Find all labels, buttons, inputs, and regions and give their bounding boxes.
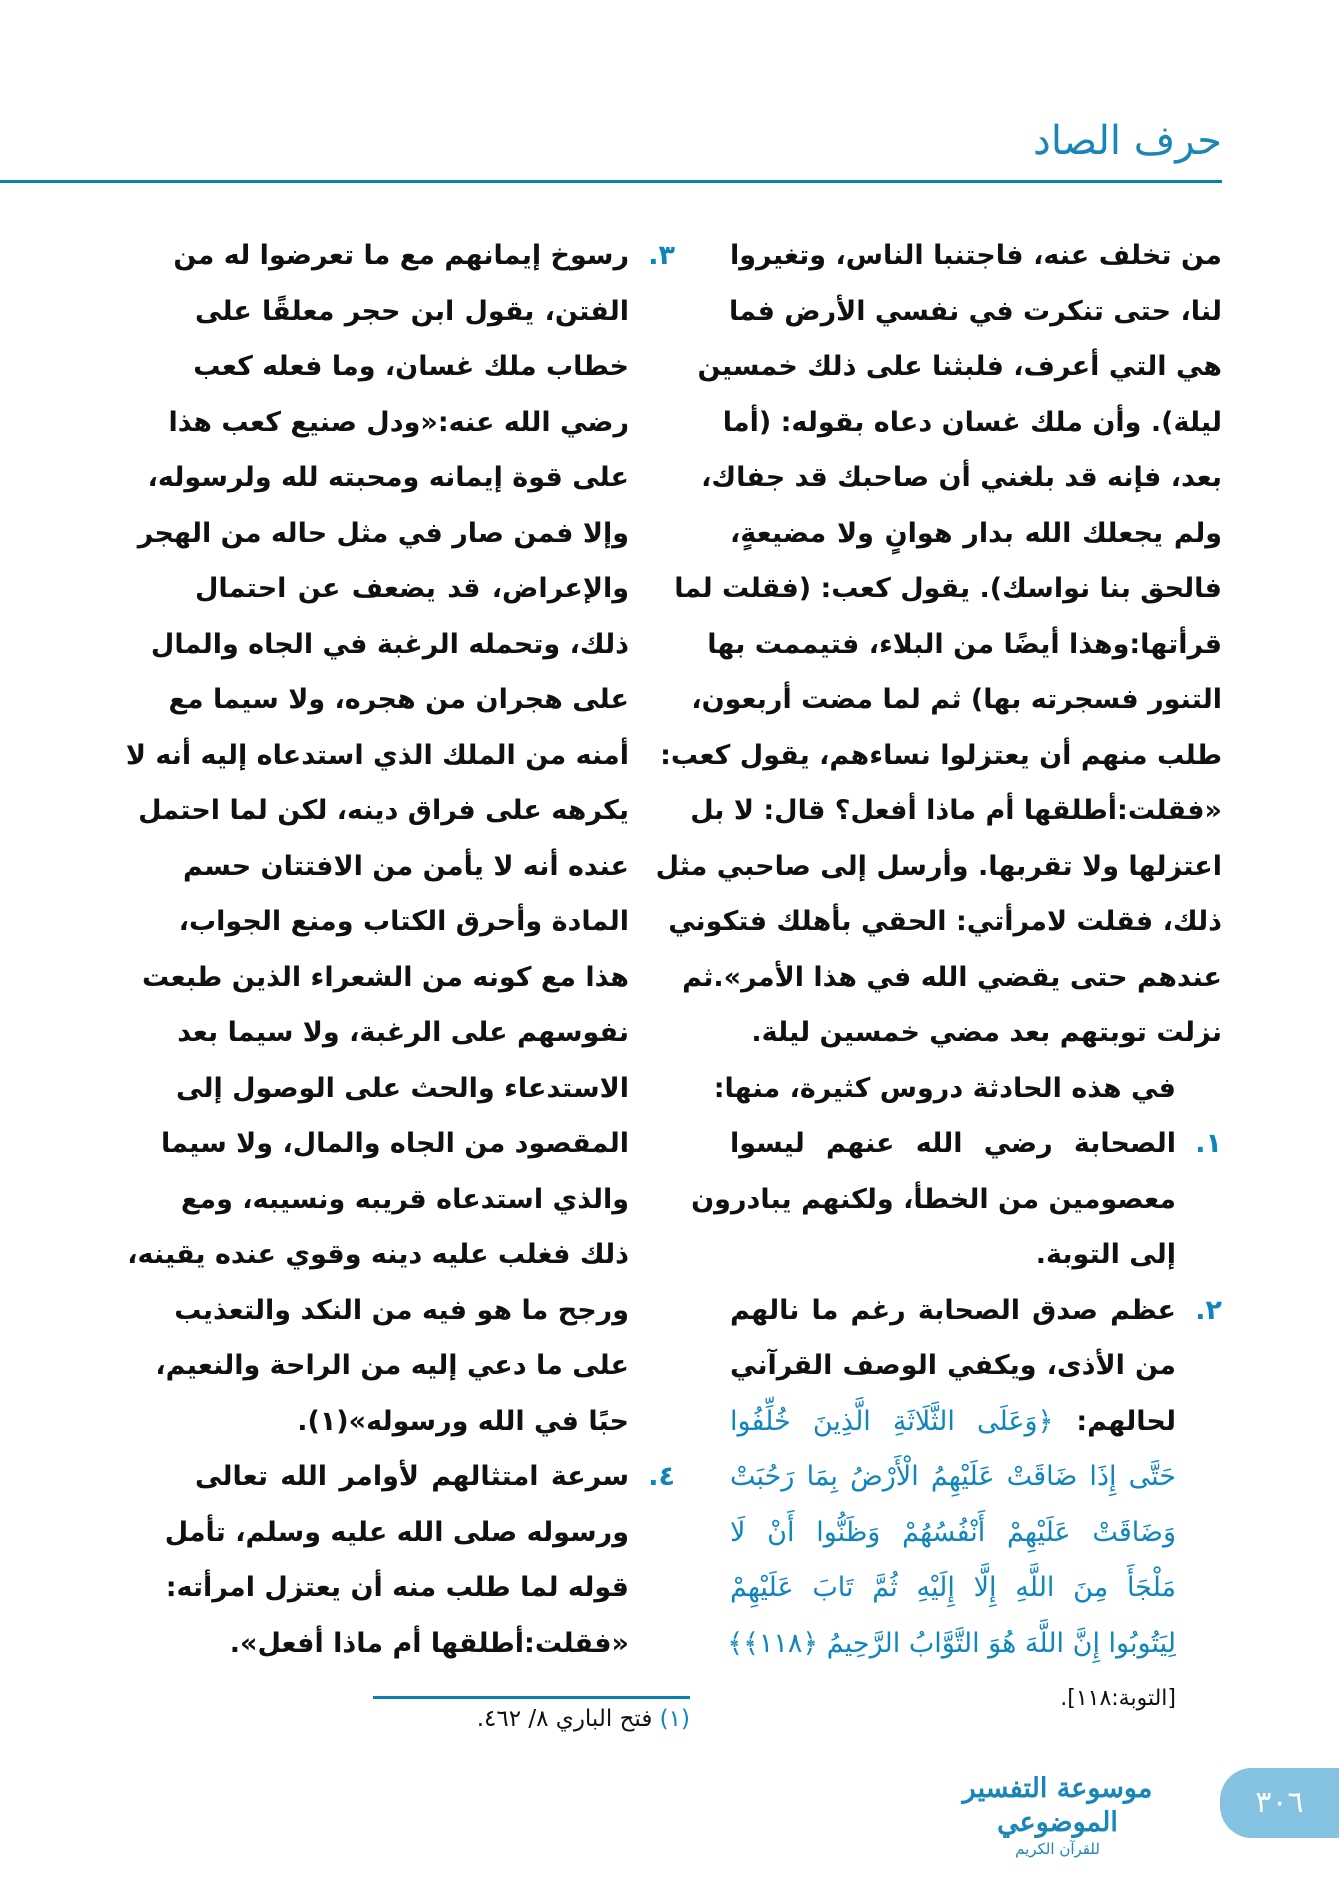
text-line <box>147 450 629 505</box>
line-text: رضي الله عنه:«ودل صنيع كعب هذا <box>168 406 629 438</box>
text-line <box>195 339 629 394</box>
line-text: ذلك، وتحمله الرغبة في الجاه والمال <box>150 628 629 660</box>
text-line <box>730 1283 1222 1338</box>
text-line <box>730 1671 1176 1726</box>
line-text: ورسوله صلى الله عليه وسلم، تأمل <box>164 1516 629 1548</box>
footnote-number: (١) <box>659 1706 690 1732</box>
line-text: في هذه الحادثة دروس كثيرة، منها: <box>713 1072 1176 1104</box>
text-line <box>142 950 629 1005</box>
line-text: رسوخ إيمانهم مع ما تعرضوا له من <box>173 240 629 271</box>
line-text: قرأتها:وهذا أيضًا من البلاء، فتيممت بها <box>707 628 1222 660</box>
line-text: أمنه من الملك الذي استدعاه إليه أنه لا <box>125 739 629 771</box>
text-line <box>183 839 629 894</box>
text-line <box>195 1449 675 1504</box>
line-text: والذي استدعاه قريبه ونسيبه، ومع <box>180 1183 629 1215</box>
text-line <box>701 450 1222 505</box>
line-text: معصومين من الخطأ، ولكنهم يبادرون <box>691 1183 1176 1215</box>
text-line <box>691 672 1222 727</box>
line-text: من الأذى، ويكفي الوصف القرآني <box>730 1350 1176 1381</box>
line-text: سرعة امتثالهم لأوامر الله تعالى <box>195 1461 629 1492</box>
text-line <box>690 783 1222 838</box>
text-line <box>180 1172 629 1227</box>
line-text: عظم صدق الصحابة رغم ما نالهم <box>730 1294 1176 1326</box>
line-text: الاستدعاء والحث على الوصول إلى <box>176 1072 629 1104</box>
text-line <box>722 395 1222 450</box>
line-text: ليلة). وأن ملك غسان دعاه بقوله: (أما <box>722 406 1222 438</box>
text-line <box>730 506 1222 561</box>
line-text: هذا مع كونه من الشعراء الذين طبعت <box>142 961 629 993</box>
text-line <box>730 284 1222 339</box>
line-text: ورجح ما هو فيه من النكد والتعذيب <box>174 1294 629 1326</box>
line-text: على قوة إيمانه ومحبته لله ولرسوله، <box>147 462 629 493</box>
text-line <box>160 1116 629 1171</box>
line-text: نفوسهم على الرغبة، ولا سيما بعد <box>177 1017 629 1048</box>
line-text: هي التي أعرف، فلبثنا على ذلك خمسين <box>697 351 1222 382</box>
line-text: على هجران من هجره، ولا سيما مع <box>168 684 629 715</box>
line-text: الصحابة رضي الله عنهم ليسوا <box>730 1128 1176 1159</box>
list-number: ١. <box>1195 1128 1222 1159</box>
line-text: عنده أنه لا يأمن من الافتتان حسم <box>183 850 629 882</box>
chapter-title: حرف الصاد <box>1033 118 1222 164</box>
quran-verse-line <box>730 1505 1176 1560</box>
line-text: المقصود من الجاه والمال، ولا سيما <box>160 1128 629 1159</box>
text-line <box>138 783 629 838</box>
text-line <box>674 561 1222 616</box>
text-line <box>730 1005 1222 1060</box>
text-line <box>668 894 1222 949</box>
quran-verse: ﴿وَعَلَى الثَّلَاثَةِ الَّذِينَ خُلِّفُوا <box>730 1405 1054 1437</box>
text-line <box>730 1338 1176 1393</box>
text-line <box>125 728 629 783</box>
line-text: «فقلت:أطلقها أم ماذا أفعل». <box>229 1627 629 1659</box>
text-line <box>730 1116 1222 1171</box>
line-text: الفتن، يقول ابن حجر معلقًا على <box>195 295 629 327</box>
line-text: مَلْجَأَ مِنَ اللَّهِ إِلَّا إِلَيْهِ ثُمَّ تَابَ عَلَيْهِمْ <box>730 1572 1176 1603</box>
line-text: حبًا في الله ورسوله»(١). <box>297 1405 629 1437</box>
text-line <box>707 617 1222 672</box>
text-line <box>155 1338 629 1393</box>
line-text: «فقلت:أطلقها أم ماذا أفعل؟ قال: لا بل <box>690 795 1222 826</box>
quran-verse-line <box>730 1449 1176 1504</box>
logo-title: موسوعة التفسير الموضوعي <box>962 1773 1153 1838</box>
text-line <box>730 1394 1176 1449</box>
text-line <box>713 1061 1176 1116</box>
line-text: المادة وأحرق الكتاب ومنع الجواب، <box>178 906 629 937</box>
text-line <box>150 617 629 672</box>
line-text: طلب منهم أن يعتزلوا نساءهم، يقول كعب: <box>660 739 1222 771</box>
line-text: فالحق بنا نواسك). يقول كعب: (فقلت لما <box>674 573 1222 604</box>
footnote-divider <box>373 1696 690 1699</box>
line-text: بعد، فإنه قد بلغني أن صاحبك قد جفاك، <box>701 462 1222 493</box>
encyclopedia-logo <box>935 1772 1180 1858</box>
text-line <box>176 1061 629 1116</box>
line-text: على ما دعي إليه من الراحة والنعيم، <box>155 1350 629 1381</box>
text-line <box>655 839 1222 894</box>
footnote-text: فتح الباري ٨/ ٤٦٢. <box>476 1706 653 1732</box>
line-text: لحالهم: <box>1076 1405 1176 1437</box>
line-text: وإلا فمن صار في مثل حاله من الهجر <box>137 517 629 549</box>
line-text: عندهم حتى يقضي الله في هذا الأمر».ثم <box>682 961 1222 993</box>
text-line <box>164 1505 629 1560</box>
logo-subtitle: للقرآن الكريم <box>1015 1840 1100 1858</box>
header-divider <box>0 180 1222 183</box>
line-text: اعتزلها ولا تقربها. وأرسل إلى صاحبي مثل <box>655 850 1222 882</box>
line-text: قوله لما طلب منه أن يعتزل امرأته: <box>165 1572 629 1603</box>
footnote <box>477 1706 690 1732</box>
quran-verse-line <box>730 1560 1176 1615</box>
line-text: والإعراض، قد يضعف عن احتمال <box>195 573 629 604</box>
text-line <box>730 1227 1176 1282</box>
text-line <box>682 950 1222 1005</box>
text-line <box>660 728 1222 783</box>
line-text: ذلك فغلب عليه دينه وقوي عنده يقينه، <box>127 1239 629 1270</box>
text-line <box>137 506 629 561</box>
text-line <box>195 284 629 339</box>
line-text: نزلت توبتهم بعد مضي خمسين ليلة. <box>751 1017 1222 1048</box>
text-line <box>178 894 629 949</box>
quran-verse-line <box>727 1616 1176 1671</box>
text-line <box>697 339 1222 394</box>
list-number: ٢. <box>1195 1294 1222 1326</box>
line-text: يكرهه على فراق دينه، لكن لما احتمل <box>138 795 629 826</box>
text-line <box>165 1560 629 1615</box>
text-line <box>168 672 629 727</box>
line-text: من تخلف عنه، فاجتنبا الناس، وتغيروا <box>730 240 1222 271</box>
text-line <box>691 1172 1176 1227</box>
line-text: وَضَاقَتْ عَلَيْهِمْ أَنْفُسُهُمْ وَظَنُّوا أَنْ لَا <box>730 1516 1176 1548</box>
line-text: ولم يجعلك الله بدار هوانٍ ولا مضيعةٍ، <box>730 517 1222 549</box>
list-number: ٤. <box>648 1461 675 1492</box>
text-line <box>168 395 629 450</box>
text-line <box>173 228 675 283</box>
list-number: ٣. <box>648 240 675 271</box>
text-line <box>195 561 629 616</box>
line-text: حَتَّى إِذَا ضَاقَتْ عَلَيْهِمُ الْأَرْضُ بِمَا رَحُبَتْ <box>730 1461 1176 1492</box>
line-text: خطاب ملك غسان، وما فعله كعب <box>193 351 629 382</box>
line-text: التنور فسجرته بها) ثم لما مضت أربعون، <box>691 684 1222 715</box>
line-text: لنا، حتى تنكرت في نفسي الأرض فما <box>728 295 1222 327</box>
text-line <box>730 228 1222 283</box>
text-line <box>177 1005 629 1060</box>
text-line <box>195 1394 629 1449</box>
line-text: لِيَتُوبُوا إِنَّ اللَّهَ هُوَ التَّوَّابُ الرَّحِيمُ ﴿١١٨﴾﴾ <box>727 1627 1176 1659</box>
line-text: ذلك، فقلت لامرأتي: الحقي بأهلك فتكوني <box>668 906 1222 937</box>
line-text: [التوبة:١١٨]. <box>1060 1686 1176 1711</box>
line-text: إلى التوبة. <box>1035 1239 1176 1270</box>
text-line <box>174 1283 629 1338</box>
page-number: ٣٠٦ <box>1220 1768 1339 1838</box>
text-line <box>195 1616 629 1671</box>
text-line <box>127 1227 629 1282</box>
